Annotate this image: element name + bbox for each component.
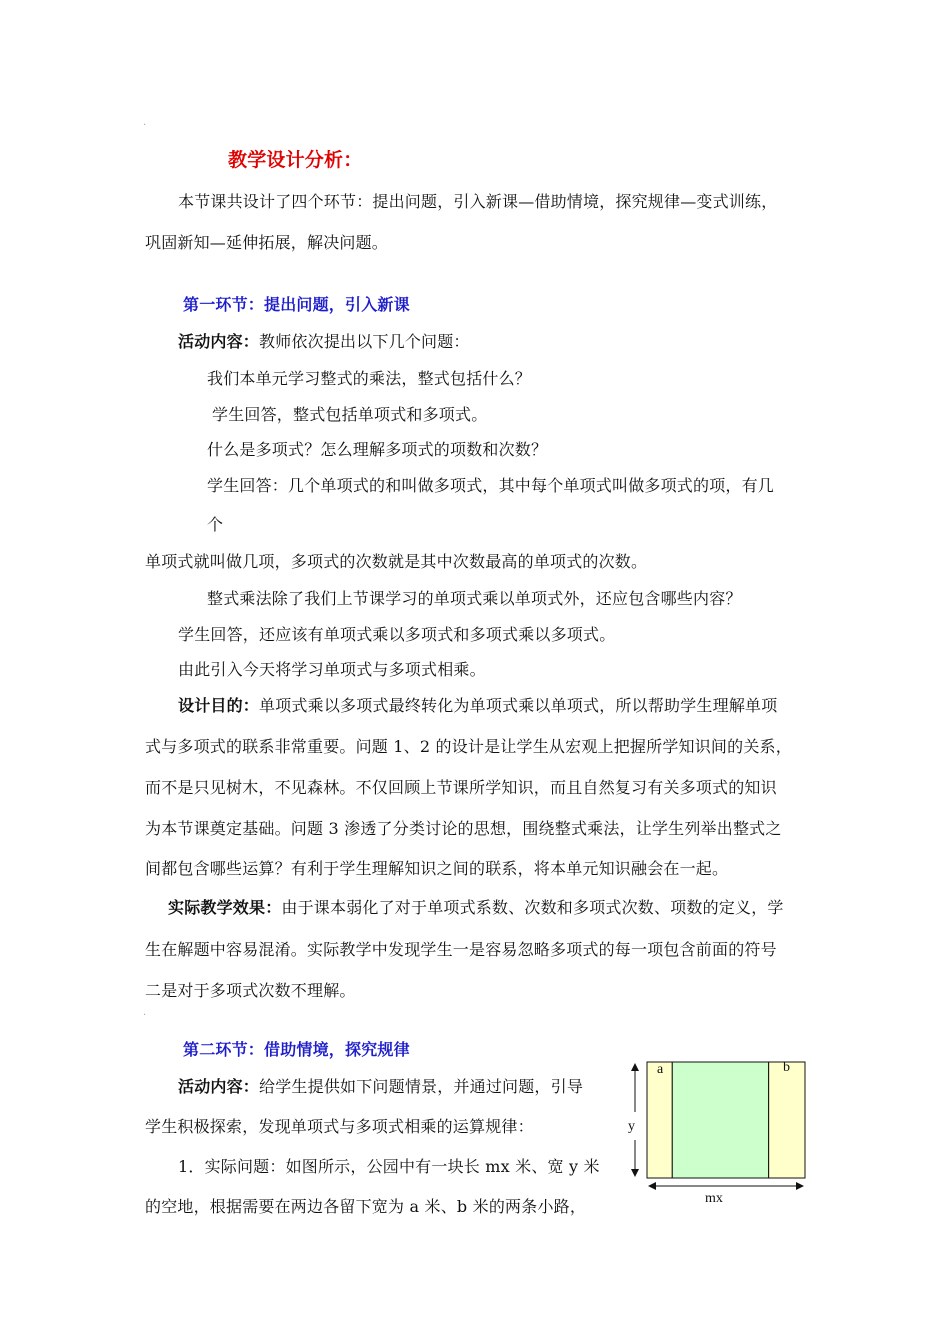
answer-2-line-3: 单项式就叫做几项，多项式的次数就是其中次数最高的单项式的次数。 xyxy=(145,552,648,571)
answer-1: 学生回答，整式包括单项式和多项式。 xyxy=(212,405,488,424)
paragraph-mark: · xyxy=(143,120,147,131)
purpose-line-3: 而不是只见树木，不见森林。不仅回顾上节课所学知识，而且自然复习有关多项式的知识 xyxy=(145,778,777,797)
label-a: a xyxy=(657,1062,664,1077)
label-b: b xyxy=(783,1060,790,1075)
question-1: 我们本单元学习整式的乘法，整式包括什么？ xyxy=(207,369,532,388)
page-title: 教学设计分析： xyxy=(228,149,363,171)
activity-label: 活动内容： xyxy=(178,1077,260,1096)
section2-heading: 第二环节：借助情境，探究规律 xyxy=(183,1040,410,1059)
effect-line-1 xyxy=(168,898,784,918)
effect-label: 实际教学效果： xyxy=(168,898,282,917)
label-y: y xyxy=(628,1119,635,1134)
purpose-line-2: 式与多项式的联系非常重要。问题 1、2 的设计是让学生从宏观上把握所学知识间的关系， xyxy=(145,737,792,756)
effect-line-2: 生在解题中容易混淆。实际教学中发现学生一是容易忽略多项式的每一项包含前面的符号 xyxy=(145,940,777,959)
problem-line-2: 的空地，根据需要在两边各留下宽为 a 米、b 米的两条小路， xyxy=(145,1197,587,1216)
answer-3: 学生回答，还应该有单项式乘以多项式和多项式乘以多项式。 xyxy=(178,625,616,644)
lead-in: 由此引入今天将学习单项式与多项式相乘。 xyxy=(178,660,486,679)
intro-line-1: 本节课共设计了四个环节：提出问题，引入新课—借助情境，探究规律—变式训练， xyxy=(178,192,778,211)
intro-line-2: 巩固新知—延伸拓展，解决问题。 xyxy=(145,233,389,252)
purpose-line-4: 为本节课奠定基础。问题 3 渗透了分类讨论的思想，围绕整式乘法，让学生列举出整式之 xyxy=(145,819,782,838)
effect-text: 由于课本弱化了对于单项式系数、次数和多项式次数、项数的定义，学 xyxy=(281,898,784,917)
left-path-strip xyxy=(647,1062,672,1178)
answer-2-line-1: 学生回答：几个单项式的和叫做多项式，其中每个单项式叫做多项式的项，有几 xyxy=(207,476,775,495)
purpose-line-1 xyxy=(178,696,777,716)
section2-activity-line-2: 学生积极探索，发现单项式与多项式相乘的运算规律： xyxy=(145,1117,534,1136)
paragraph-mark: · xyxy=(143,1010,147,1021)
purpose-text: 单项式乘以多项式最终转化为单项式乘以单项式，所以帮助学生理解单项 xyxy=(259,696,778,715)
activity-text: 教师依次提出以下几个问题： xyxy=(259,332,470,351)
purpose-line-5: 间都包含哪些运算？有利于学生理解知识之间的联系，将本单元知识融会在一起。 xyxy=(145,859,729,878)
section1-activity xyxy=(178,332,470,352)
effect-line-3: 二是对于多项式次数不理解。 xyxy=(145,981,356,1000)
label-mx: mx xyxy=(705,1191,723,1206)
activity-text: 给学生提供如下问题情景，并通过问题，引导 xyxy=(259,1077,584,1096)
answer-2-line-2: 个 xyxy=(207,515,224,534)
park-diagram xyxy=(625,1052,825,1212)
question-3: 整式乘法除了我们上节课学习的单项式乘以单项式外，还应包含哪些内容？ xyxy=(207,589,742,608)
activity-label: 活动内容： xyxy=(178,332,260,351)
purpose-label: 设计目的： xyxy=(178,696,260,715)
middle-lawn xyxy=(672,1062,768,1178)
problem-line-1: 1．实际问题：如图所示，公园中有一块长 mx 米、宽 y 米 xyxy=(178,1157,600,1176)
section1-heading: 第一环节：提出问题，引入新课 xyxy=(183,295,410,314)
right-path-strip xyxy=(769,1062,805,1178)
question-2: 什么是多项式？怎么理解多项式的项数和次数？ xyxy=(207,440,548,459)
section2-activity-line-1 xyxy=(178,1077,583,1097)
